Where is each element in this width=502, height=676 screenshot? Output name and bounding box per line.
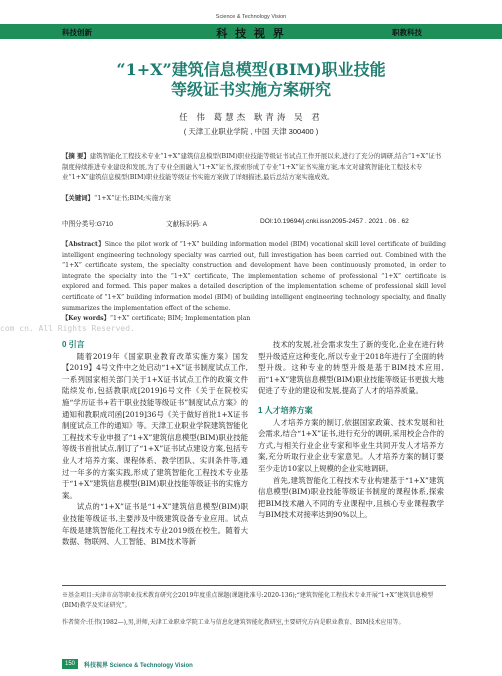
keywords-en — [62, 314, 446, 325]
left-paragraph-2: 试点的“1+X”证书是“1+X”建筑信息模型(BIM)职业技能等级证书,主要涉及中级建筑设备专业应用。试点年级是建筑智能化工程技术专业2019级在校生。随着大数据、物联网、人工智能、BIM技术等新 — [62, 502, 248, 547]
paper-title-line2: 等级证书实施方案研究 — [170, 80, 331, 99]
keywords-en-text: “1+X” certificate; BIM; Implementation plan — [109, 315, 251, 322]
abstract-en — [62, 240, 446, 314]
right-column — [258, 339, 444, 521]
journal-name-top: Science & Technology Vision — [215, 14, 287, 20]
header-right-label: 职教科技 — [392, 28, 422, 37]
section-heading-intro: 0 引言 — [62, 340, 85, 349]
authors: 任 伟 葛慧杰 耿青涛 吴 君 — [179, 113, 323, 123]
fund-note: ※基金项目:天津市高等职业技术教育研究会2019年度重点课题(课题批准号:2020-136);“建筑智能化工程技术专业开展“1+X”建筑信息模型(BIM)教学及实证研究”。 — [62, 592, 434, 609]
abstract-en-text: Since the pilot work of “1+X” building information model (BIM) vocational skill level certificate of building intelligent engineering technology specialty was carried out, full investigation has been carried out. Combined with the “1+X” certificate system, the specialty construction and development have been continuously promoted, in order to integrate the specialty into the “1+X” certificate, The implementation scheme of professional “1+X” certificate is explored and formed. This paper makes a detailed description of the implementation scheme of professional skill level certificate of “1+X” building information model (BIM) of building intelligent engineering technology specialty, and finally summarizes the implementation effect of the scheme. — [62, 241, 446, 312]
doi: DOI:10.19694/j.cnki.issn2095-2457 . 2021 . 06 . 62 — [260, 218, 409, 225]
keywords-en-label: 【Key words】 — [62, 315, 110, 322]
header-left-label: 科技创新 — [62, 28, 92, 37]
header-journal-title: 科 技 视 界 — [216, 27, 286, 40]
paper-title-line1: “1+X”建筑信息模型(BIM)职业技能 — [116, 60, 386, 79]
keywords-zh — [62, 193, 444, 204]
right-paragraph-3: 首先,建筑智能化工程技术专业构建基于“1+X”建筑信息模型(BIM)职业技能等级证书制度的课程体系,探索把BIM技术融入不同的专业课程中,且核心专业课程教学与BIM技术对接率达到90%以上。 — [258, 475, 444, 520]
page-number: 150 — [62, 659, 78, 669]
watermark: com cn. All Rights Reserved. — [0, 324, 135, 333]
section-heading-talent-plan: 1 人才培养方案 — [258, 405, 313, 415]
abstract-en-label: 【Abstract】 — [62, 241, 105, 248]
clc-number: 中图分类号:G710 — [62, 221, 113, 228]
right-paragraph-1: 技术的发展,社会需求发生了新的变化,企业在进行转型升级适应这种变化,所以专业于2018年进行了全面的转型升级。这种专业的转型升级是基于BIM技术应用,而“1+X”建筑信息模型(BIM)职业技能等级证书更拔大地促进了专业的建设和发展,提高了人才的培养质量。 — [258, 340, 444, 396]
author-note: 作者简介:任伟(1982—),男,讲师,天津工业职业学院工业与信息化建筑智能化教研室,主要研究方向是职业教育、BIM技术应用等。 — [62, 619, 405, 626]
footer-journal-name: 科技视界 Science & Technology Vision — [84, 663, 193, 669]
abstract-zh-text: 建筑智能化工程技术专业“1+X”建筑信息模型(BIM)职业技能等级证书试点工作开展以来,进行了充分的调研,结合“1+X”证书制度持续推进专业建设和发展,为了专业全面融入“1+X”证书,探索形成了专业“1+X”证书实施方案,本文对建筑智能化工程技术专业“1+X”建筑信息模型(BIM)职业技能等级证书实施方案做了详细描述,最后总结方案实施成效。 — [62, 152, 442, 182]
left-paragraph-1: 随着2019年《国家职业教育改革实施方案》国发【2019】4号文件中之处启动“1+X”证书制度试点工作,一系列国家相关部门关于1+X证书试点工作的政策文件陆续发布,包括教职成[2019]6号文件《关于在院校实施“学历证书+若干职业技能等级证书”制度试点方案》的通知和教职成司函[2019]36号《关于做好首批1+X证书制度试点工作的通知》等。天津工业职业学院建筑智能化工程技术专业申报了“1+X”建筑信息模型(BIM)职业技能等级书首批试点,制订了“1+X”证书试点建设方案,包括专业人才培养方案、课程体系、教学团队、实训条件等,通过一年多的方案实践,形成了建筑智能化工程技术专业基于“1+X”建筑信息模型(BIM)职业技能等级证书的实施方案。 — [62, 351, 248, 500]
left-column — [62, 339, 248, 548]
keywords-zh-text: “1+X”证书;BIM;实施方案 — [93, 194, 171, 202]
abstract-zh — [62, 151, 444, 183]
footnote-divider — [62, 585, 446, 586]
right-paragraph-2: 人才培养方案的制订,依据国家政策、技术发展和社会需求,结合“1+X”证书,进行充分的调研,采用校企合作的方式,与相关行业企业专家和毕业生共同开发人才培养方案,充分听取行业企业专家意见。人才培养方案的制订要至少走访10家以上规模的企业实地调研。 — [258, 417, 444, 473]
document-code: 文献标识码: A — [166, 221, 208, 228]
keywords-zh-label: 【关键词】 — [62, 194, 94, 202]
affiliation: ( 天津工业职业学院 , 中国 天津 300400 ) — [183, 127, 319, 136]
abstract-zh-label: 【摘 要】 — [62, 152, 90, 160]
